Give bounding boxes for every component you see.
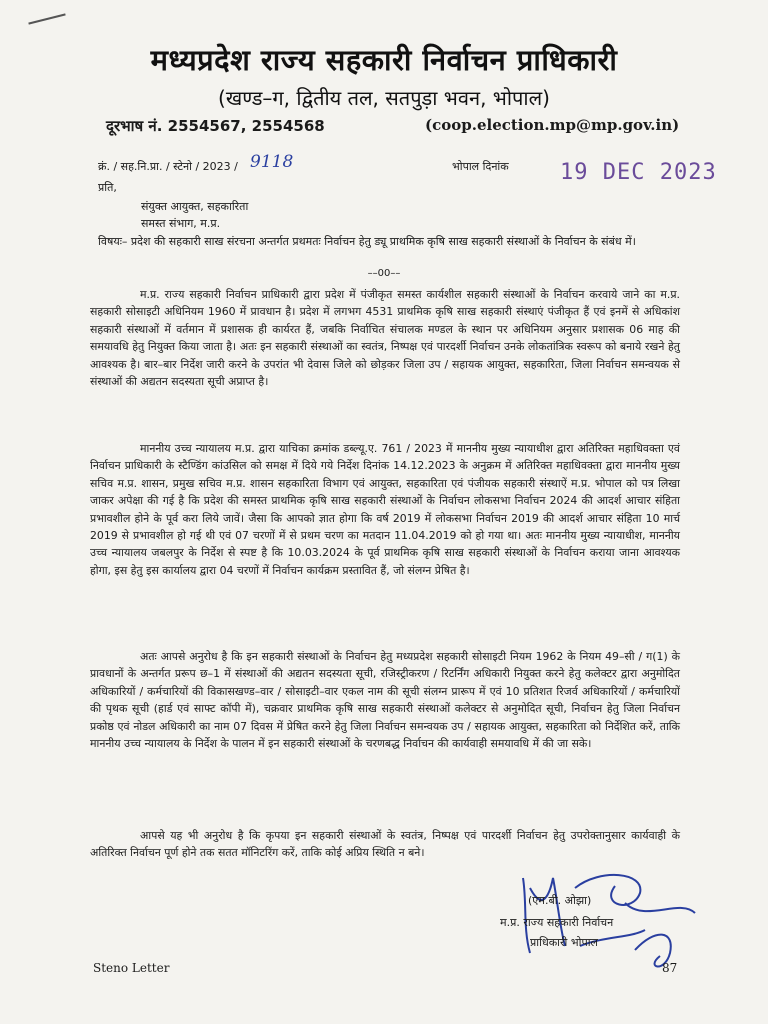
letterhead-address: (खण्ड–ग, द्वितीय तल, सतपुड़ा भवन, भोपाल)	[218, 86, 550, 110]
recipient-prefix: प्रति,	[98, 181, 117, 194]
section-divider: ––00––	[367, 268, 401, 279]
letterhead-email: (coop.election.mp@mp.gov.in)	[425, 116, 680, 134]
footer-label: Steno Letter	[93, 961, 170, 975]
letterhead-title: मध्यप्रदेश राज्य सहकारी निर्वाचन प्राधिकारी	[150, 43, 618, 77]
signatory-name: (एम.बी. ओझा)	[528, 894, 592, 907]
date-stamp: 19 DEC 2023	[560, 160, 717, 185]
signatory-designation-2: प्राधिकारी भोपाल	[530, 936, 599, 949]
letterhead-phone: दूरभाष नं. 2554567, 2554568	[106, 117, 325, 135]
margin-pen-mark	[28, 13, 65, 24]
page-number: 87	[662, 961, 678, 975]
recipient-line-2: समस्त संभाग, म.प्र.	[141, 217, 221, 230]
body-paragraph: म.प्र. राज्य सहकारी निर्वाचन प्राधिकारी द्वारा प्रदेश में पंजीकृत समस्त कार्यशील सहकारी संस्थाओं के निर्वाचन करवाये जाने का म.प्र. सहकारी सोसाइटी अधिनियम 1960 में प्रावधान है। प्रदेश में लगभग 4531 प्राथमिक कृषि साख सहकारी संस्थाएं पंजीकृत हैं एवं इनमें से अधिकांश सहकारी संस्थाओं में वर्तमान में प्रशासक ही कार्यरत हैं, जबकि निर्वाचित संचालक मण्डल के स्थान पर अधिनियम अनुसार प्रशासक 06 माह की समयावधि हेतु नियुक्त किया जाता है। अतः इन सहकारी संस्थाओं का स्वतंत्र, निष्पक्ष एवं पारदर्शी निर्वाचन उनके लोकतांत्रिक स्वरूप को बनाये रखने हेतु आवश्यक है। बार–बार निर्देश जारी करने के उपरांत भी देवास जिले को छोड़कर जिला उप / सहायक आयुक्त, सहकारिता, जिला निर्वाचन समन्वयक से संस्थाओं की अद्यतन सदस्यता सूची अप्राप्त है।	[90, 288, 680, 389]
subject-line: विषयः– प्रदेश की सहकारी साख संरचना अन्तर्गत प्रथमतः निर्वाचन हेतु ड्यू प्राथमिक कृषि साख सहकारी संस्थाओं के निर्वाचन के संबंध में।	[98, 235, 636, 248]
reference-line: क्रं. / सह.नि.प्रा. / स्टेनो / 2023 /	[98, 160, 238, 173]
signatory-designation-1: म.प्र. राज्य सहकारी निर्वाचन	[500, 916, 614, 929]
body-paragraph: माननीय उच्च न्यायालय म.प्र. द्वारा याचिका क्रमांक डब्ल्यू.ए. 761 / 2023 में माननीय मुख्य न्यायाधीश द्वारा अतिरिक्त महाधिवक्ता एवं निर्वाचन प्राधिकारी के स्टैण्डिंग कांउसिल को समक्ष में दिये गये निर्देश दिनांक 14.12.2023 के अनुक्रम में अतिरिक्त महाधिवक्ता द्वारा माननीय मुख्य सचिव म.प्र. शासन, प्रमुख सचिव म.प्र. शासन सहकारिता विभाग एवं आयुक्त, सहकारिता एवं पंजीयक सहकारी संस्थाऐं म.प्र. भोपाल को पत्र लिखा जाकर अपेक्षा की गई है कि प्रदेश की समस्त प्राथमिक कृषि साख सहकारी संस्थाओं के निर्वाचन लोकसभा निर्वाचन 2024 की आदर्श आचार संहिता प्रभावशील होने के पूर्व करा लिये जावें। जैसा कि आपको ज्ञात होगा कि वर्ष 2019 में लोकसभा निर्वाचन 2019 की आदर्श आचार संहिता 10 मार्च 2019 से प्रभावशील हो गई थी एवं 07 चरणों में से प्रथम चरण का मतदान 11.04.2019 को हो गया था। अतः माननीय मुख्य न्यायाधीश, माननीय उच्च न्यायालय जबलपुर के निर्देश से स्पष्ट है कि 10.03.2024 के पूर्व प्राथमिक कृषि साख सहकारी संस्थाओं के निर्वाचन कराया जाना आवश्यक होगा, इस हेतु इस कार्यालय द्वारा 04 चरणों में निर्वाचन कार्यक्रम प्रस्तावित हैं, जो संलग्न प्रेषित है।	[90, 442, 680, 577]
body-paragraph: आपसे यह भी अनुरोध है कि कृपया इन सहकारी संस्थाओं के स्वतंत्र, निष्पक्ष एवं पारदर्शी निर्वाचन हेतु उपरोक्तानुसार कार्यवाही के अतिरिक्त निर्वाचन पूर्ण होने तक सतत मॉनिटरिंग करें, ताकि कोई अप्रिय स्थिति न बने।	[90, 829, 680, 860]
date-label: भोपाल दिनांक	[452, 160, 509, 173]
reference-number-handwritten: 9118	[250, 152, 294, 172]
recipient-line-1: संयुक्त आयुक्त, सहकारिता	[141, 200, 249, 213]
body-paragraph: अतः आपसे अनुरोध है कि इन सहकारी संस्थाओं के निर्वाचन हेतु मध्यप्रदेश सहकारी सोसाइटी नियम 1962 के नियम 49–सी / ग(1) के प्रावधानों के अन्तर्गत प्ररूप छ–1 में संस्थाओं की अद्यतन सदस्यता सूची, रजिस्ट्रीकरण / रिटर्निंग अधिकारी नियुक्त करने हेतु कलेक्टर द्वारा अनुमोदित अधिकारियों / कर्मचारियों की विकासखण्ड–वार / सोसाइटी–वार एकल नाम की सूची संलग्न प्रारूप में एवं 10 प्रतिशत रिजर्व अधिकारियों / कर्मचारियों की पृथक सूची (हार्ड एवं साफ्ट कॉपी में), चक्रवार प्राथमिक कृषि साख सहकारी संस्थाओं कलेक्टर से अनुमोदित सूची, निर्वाचन हेतु जिला निर्वाचन प्रकोष्ठ एवं नोडल अधिकारी का नाम 07 दिवस में प्रेषित करने हेतु जिला निर्वाचन समन्वयक उप / सहायक आयुक्त, सहकारिता को निर्देशित करें, ताकि माननीय उच्च न्यायालय के निर्देश के पालन में इन सहकारी संस्थाओं के चरणबद्ध निर्वाचन की कार्यवाही समयावधि में की जा सके।	[90, 650, 680, 751]
